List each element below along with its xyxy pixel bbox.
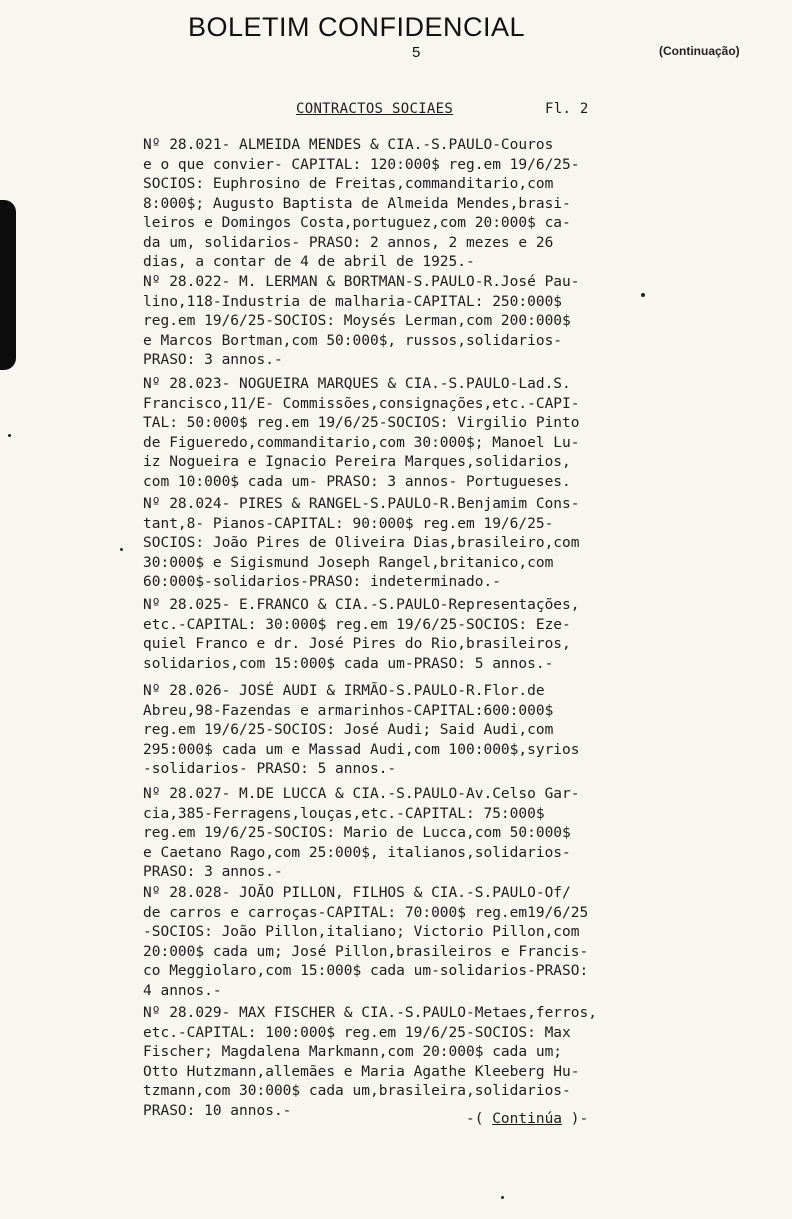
contract-entry [143, 136, 663, 273]
entry-line: 4 annos.- [143, 982, 222, 999]
entry-line: SOCIOS: Euphrosino de Freitas,commanditario,com [143, 176, 554, 192]
entry-line: Nº 28.025- E.FRANCO & CIA.-S.PAULO-Representações, [143, 597, 580, 613]
entry-line: etc.-CAPITAL: 30:000$ reg.em 19/6/25-SOCIOS: Eze- [143, 616, 571, 633]
entry-line: Francisco,11/E- Commissões,consignações,etc.-CAPI- [143, 395, 580, 412]
entry-line: Nº 28.028- JOÃO PILLON, FILHOS & CIA.-S.PAULO-Of/ [143, 885, 571, 901]
continua-suffix: )- [570, 1111, 589, 1127]
entry-line: Nº 28.021- ALMEIDA MENDES & CIA.-S.PAULO-Couros [143, 137, 554, 153]
entry-line: Nº 28.029- MAX FISCHER & CIA.-S.PAULO-Metaes,ferros, [143, 1005, 597, 1021]
entry-line: e Marcos Bortman,com 50:000$, russos,solidarios- [143, 332, 563, 349]
contract-entry [143, 682, 663, 780]
ink-speck [120, 548, 123, 551]
continua-prefix: -( [466, 1111, 484, 1127]
folio-number: Fl. 2 [545, 101, 589, 117]
entry-line: de carros e carroças-CAPITAL: 70:000$ reg.em19/6/25 [143, 904, 589, 921]
entry-line: SOCIOS: João Pires de Oliveira Dias,brasileiro,com [143, 535, 580, 551]
bulletin-title: BOLETIM CONFIDENCIAL [188, 12, 526, 42]
entry-line: leiros e Domingos Costa,portuguez,com 20:000$ ca- [143, 215, 571, 231]
entry-line: 295:000$ cada um e Massad Audi,com 100:000$,syrios [143, 741, 580, 758]
entry-line: cia,385-Ferragens,louças,etc.-CAPITAL: 75:000$ [143, 805, 545, 822]
contract-entry [143, 1004, 663, 1121]
entry-line: 20:000$ cada um; José Pillon,brasileiros e Francis- [143, 943, 589, 960]
continua-word: Continúa [492, 1111, 563, 1127]
entry-line: PRASO: 3 annos.- [143, 864, 283, 880]
entry-line: e o que convier- CAPITAL: 120:000$ reg.em 19/6/25- [143, 156, 580, 173]
entry-line: de Figueredo,commanditario,com 30:000$; Manoel Lu- [143, 434, 580, 451]
entry-line: da um, solidarios- PRASO: 2 annos, 2 mezes e 26 [143, 234, 554, 251]
entry-line: 30:000$ e Sigismund Joseph Rangel,britanico,com [143, 554, 554, 571]
entry-line: Nº 28.024- PIRES & RANGEL-S.PAULO-R.Benjamim Cons- [143, 496, 580, 512]
contract-entry [143, 785, 663, 883]
entry-line: dias, a contar de 4 de abril de 1925.- [143, 254, 475, 270]
contract-entry [143, 596, 663, 674]
entry-line: co Meggiolaro,com 15:000$ cada um-solidarios-PRASO: [143, 963, 589, 979]
contract-entry [143, 495, 663, 593]
contract-entry [143, 273, 663, 371]
entry-line: Fischer; Magdalena Markmann,com 20:000$ cada um; [143, 1044, 563, 1060]
entry-line: Nº 28.026- JOSÉ AUDI & IRMÃO-S.PAULO-R.Flor.de [143, 683, 545, 699]
entry-line: 8:000$; Augusto Baptista de Almeida Mendes,brasi- [143, 195, 571, 212]
ink-speck [8, 434, 11, 437]
entry-line: PRASO: 3 annos.- [143, 352, 283, 368]
entry-line: Otto Hutzmann,allemães e Maria Agathe Kleeberg Hu- [143, 1063, 580, 1080]
contract-entry [143, 375, 663, 492]
entry-line: tant,8- Pianos-CAPITAL: 90:000$ reg.em 19/6/25- [143, 515, 554, 532]
entry-line: iz Nogueira e Ignacio Pereira Marques,solidarios, [143, 454, 571, 470]
title-mark: 5 [412, 44, 421, 61]
entry-line: e Caetano Rago,com 25:000$, italianos,solidarios- [143, 844, 571, 861]
entry-line: reg.em 19/6/25-SOCIOS: Mario de Lucca,com 50:000$ [143, 825, 571, 841]
entry-line: quiel Franco e dr. José Pires do Rio,brasileiros, [143, 636, 571, 652]
entry-line: Nº 28.027- M.DE LUCCA & CIA.-S.PAULO-Av.Celso Gar- [143, 786, 580, 802]
entry-line: tzmann,com 30:000$ cada um,brasileira,solidarios- [143, 1083, 571, 1099]
binding-shadow [0, 200, 16, 370]
entry-line: Nº 28.023- NOGUEIRA MARQUES & CIA.-S.PAULO-Lad.S. [143, 376, 571, 392]
entry-line: com 10:000$ cada um- PRASO: 3 annos- Portugueses. [143, 473, 571, 490]
section-heading: CONTRACTOS SOCIAES [296, 101, 454, 117]
entry-line: reg.em 19/6/25-SOCIOS: Moysés Lerman,com 200:000$ [143, 313, 571, 329]
contract-entry [143, 884, 663, 1001]
entry-line: lino,118-Industria de malharia-CAPITAL: 250:000$ [143, 293, 563, 310]
continua-note [466, 1111, 588, 1127]
entry-line: -SOCIOS: João Pillon,italiano; Victorio Pillon,com [143, 924, 580, 940]
entry-line: TAL: 50:000$ reg.em 19/6/25-SOCIOS: Virgilio Pinto [143, 415, 580, 431]
entry-line: PRASO: 10 annos.- [143, 1102, 292, 1119]
entry-line: reg.em 19/6/25-SOCIOS: José Audi; Said Audi,com [143, 722, 554, 738]
entry-line: 60:000$-solidarios-PRASO: indeterminado.- [143, 574, 501, 590]
continuation-label: (Continuação) [659, 44, 740, 58]
entry-line: Abreu,98-Fazendas e armarinhos-CAPITAL:600:000$ [143, 702, 554, 719]
entry-line: -solidarios- PRASO: 5 annos.- [143, 761, 397, 777]
entry-line: solidarios,com 15:000$ cada um-PRASO: 5 annos.- [143, 655, 554, 672]
ink-speck [501, 1196, 504, 1199]
entry-line: etc.-CAPITAL: 100:000$ reg.em 19/6/25-SOCIOS: Max [143, 1024, 571, 1041]
entry-line: Nº 28.022- M. LERMAN & BORTMAN-S.PAULO-R.José Pau- [143, 274, 580, 290]
